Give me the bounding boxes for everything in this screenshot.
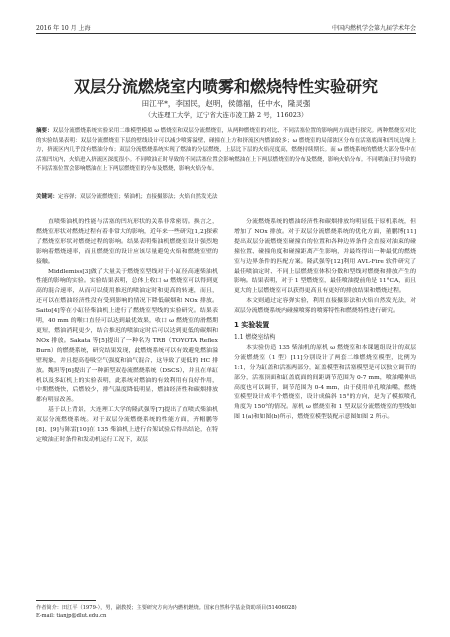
body-paragraph: 本文则通过定容弹实验，利用直接摄影法和火焰自然发光法，对双层分流燃烧系统内碰撞喷雾的喷雾特性和燃烧特性进行研究。	[234, 298, 416, 315]
header-rule	[36, 33, 416, 34]
subsection-heading: 1.1 燃烧室结构	[234, 333, 276, 341]
keywords-label: 关键词：	[36, 194, 59, 200]
section-heading: 1 实验装置	[234, 321, 270, 330]
paper-title: 双层分流燃烧室内喷雾和燃烧特性实验研究	[73, 77, 378, 96]
body-paragraph: 分流燃烧系统的燃油经济性和碳烟排放均明显低于原机系统，但增加了 NOx 排放。对于双层分流燃烧系统的优化方面，董鹏博[11]提出双层分流燃烧室碰撞台的位置和各种边界条件会直接对油束的碰撞位置、碰撞角度和碰撞距离产生影响，并最终得出一种最优的燃烧室与边界条件的匹配方案。隆武强等[12]利用 AVL-Fire 软件研究了最佳喷油定时、不同上层燃烧室体积分数和型线对燃烧和排放产生的影响。结果表明，对于 1 型燃烧室，最佳喷油提前角是 11°CA，而且更大的上层燃烧室可以获得更高且有更好的排放结果和燃烧过程。	[234, 219, 416, 295]
body-paragraph: 基于以上背景，大连理工大学的隆武强等[7]提出了直喷式柴油机双层分流燃烧系统。对于双层分流燃烧系统的性能方面，齐帽鹏等[8]、[9]与陈雷[10]在 135 柴油机上进行台架试验后得出结论，在特定喷油正时条件和发动机运行工况下，双层	[36, 407, 218, 443]
affiliation: （大连理工大学，辽宁省大连市凌工路 2 号，116023）	[144, 111, 308, 119]
footnote-rule	[36, 600, 96, 601]
footnote-author-info: 作者简介：田江平（1979-），男，副教授；主要研究方向为内燃机燃烧。国家自然科学基金资助项目(51406028)	[36, 605, 297, 611]
header-right: 中国内燃机学会第九届学术年会	[331, 25, 416, 32]
keywords-text: 定容弹；双层分流燃烧室；柴油机；直接摄影法；火焰自然发光法	[58, 194, 218, 200]
footnote-email: E-mail: tianjp@dlut.edu.cn	[36, 613, 107, 619]
body-paragraph: 本实验仿造 135 柴油机的原机 ω 燃烧室和本课题组设计的双层分流燃烧室（1 型）[11]分别设计了两套二维燃烧室模型，比例为 1:1，分为缸盖和活塞两部分，缸盖模型和活塞模型是可以独立调节的部分，活塞顶面和缸盖底面的间距调节范围为 0-7 mm，喷油嘴伸出高度也可以调节，调节范围为 0-4 mm，由于使用单孔喷油嘴，燃烧室模型设计成半个燃烧室，设计成偏斜 15°的方向，是为了模拟喷孔角度为 150°的情况。原机 ω 燃烧室和 1 型双层分流燃烧室的型线如图 1(a)和如图(b)所示，燃烧室模型装配示意图如图 2 所示。	[234, 344, 416, 421]
left-column	[36, 218, 218, 602]
abstract-text: 双层分流燃烧系统实验采用二维模型模拟 ω 燃烧室和双层分流燃烧室，从两种燃烧室的对比、不同活塞位置的影响两方面进行探究。两种燃烧室对比的实验结果表明：双层分流燃烧室下层的壁线设计可以减少喷雾溢壁，碰撞在上方和挤流区内燃油较多；ω 燃烧室的局部浓区分布在活塞底面和凹坑边缘上方，挤流区内几乎没有燃油分布；双层分流燃烧系统实现了燃油的分层燃烧，上层比下层的火焰亮度高，燃烧持续期长。而 ω 燃烧系统的燃烧大部分集中在活塞凹坑内，火焰进入挤流区深度很小。不同喷油正时导致的不同活塞位置会影响燃油在上下两层燃烧室的分布及燃烧，影响火焰分布。不同喷油正时导致的不同活塞位置会影响燃油在上下两层燃烧室的分布及燃烧，影响火焰分布。	[36, 128, 416, 173]
abstract	[36, 127, 416, 175]
header-left: 2016 年 10 月 上海	[36, 25, 91, 32]
author-list: 田江平*，李国民，赵明，侯德福，任中水，隆灵强	[141, 99, 311, 108]
right-column	[234, 218, 416, 602]
footnote	[36, 604, 416, 620]
body-paragraph: 直喷柴油机的性能与活塞的凹坑形状的关系非常密切。换言之，燃烧室形状对燃烧过程有着非常大的影响，近年来一些研究[1,2]探索了燃烧室形状对燃烧过程的影响。结果表明柴油机燃烧室设计强烈地影响着燃烧速率，而且燃烧室的设计应该尽量避免火焰和燃烧室壁的接触。	[36, 219, 218, 265]
body-paragraph: Middlemiss[3]做了大量关于燃烧室型线对于小缸径高速柴油机性能的影响的实验。实验结果表明，总体上收口 ω 燃烧室可以得到更高的混合速率，从而可以使用推迟的喷油定时和更高的转速，而且，还可以在燃油经济性没有受到影响的情况下降低碳烟和 NOx 排放。Saito[4]等在小缸径柴油机上进行了燃烧室型线的实验研究。结果表明，40 mm 的喉口直径可以达到最优效果，收口 ω 燃烧室的滑燃期更短，燃油消耗更少，结合推迟的喷油定时后可以达到更低的碳烟和 NOx 排放。Sakata 等[5]提出了一种名为 TRB（TOYOTA Reflex Burn）的燃烧系统，研究结果发现，此燃烧系统可以有效避免燃油溢壁现象，并且提高卷吸空气强度和油气混合，这导致了更低的 HC 排放。魏坦等[6]提出了一种新型双卷流燃烧系统（DSCS），并且在单缸机以及多缸机上的实验表明，此系统对燃油的有效利用有良好作用，中期燃烧快，后燃较少，排气温度降低明显，燃油经济性和碳烟排放都有明显改善。	[36, 268, 218, 404]
abstract-label: 摘要：	[36, 128, 53, 134]
keywords	[36, 192, 416, 200]
paper-page	[36, 0, 416, 637]
